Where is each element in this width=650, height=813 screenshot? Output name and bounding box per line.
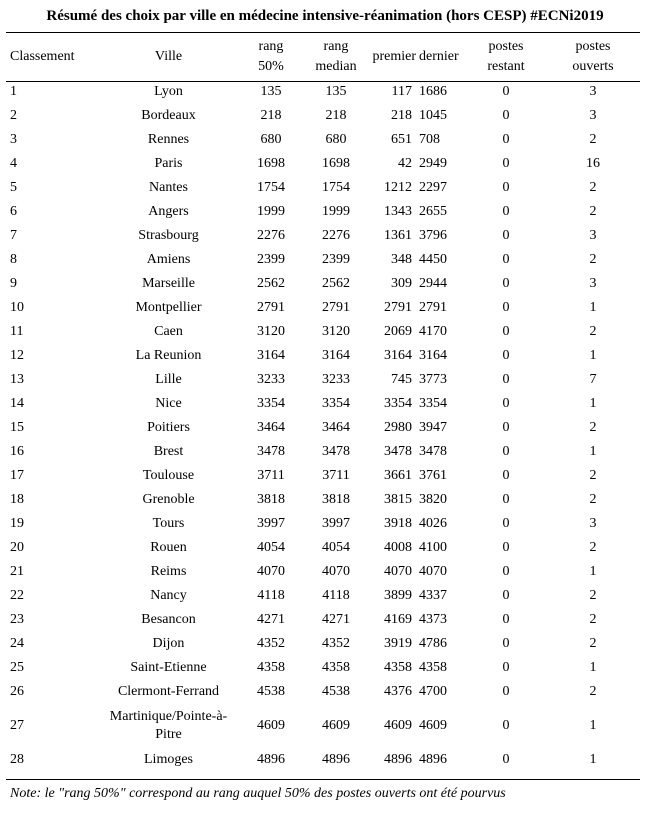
footnote: Note: le "rang 50%" correspond au rang auquel 50% des postes ouverts ont été pourvus: [10, 786, 506, 801]
cell-classement: 18: [10, 492, 24, 507]
cell-rang-median: 3120: [322, 324, 350, 339]
cell-ville: Rouen: [150, 540, 187, 555]
cell-rang-50: 135: [260, 84, 282, 99]
table-row: [6, 560, 640, 584]
cell-postes-ouverts: 3: [589, 84, 597, 99]
cell-premier: 4169: [384, 612, 412, 627]
cell-rang-median: 2399: [322, 252, 350, 267]
cell-rang-50: 3818: [257, 492, 285, 507]
cell-rang-50: 3711: [257, 468, 285, 483]
cell-dernier: 2949: [419, 156, 447, 171]
cell-premier: 348: [391, 252, 412, 267]
cell-rang-50: 3164: [257, 348, 285, 363]
cell-premier: 3918: [384, 516, 412, 531]
cell-classement: 13: [10, 372, 24, 387]
cell-ville: Reims: [150, 564, 187, 579]
cell-classement: 14: [10, 396, 24, 411]
cell-ville: Poitiers: [147, 420, 190, 435]
table-row: [6, 80, 640, 104]
cell-dernier: 3820: [419, 492, 447, 507]
table-row: [6, 536, 640, 560]
cell-postes-restant: 0: [502, 660, 510, 675]
table-row: [6, 104, 640, 128]
cell-rang-median: 4352: [322, 636, 350, 651]
cell-dernier: 3354: [419, 396, 447, 411]
table-row: [6, 176, 640, 200]
cell-ville: Strasbourg: [138, 228, 199, 243]
table-row: [6, 704, 640, 748]
table-row: [6, 512, 640, 536]
cell-dernier: 3164: [419, 348, 447, 363]
cell-rang-50: 2399: [257, 252, 285, 267]
cell-rang-median: 4609: [322, 718, 350, 733]
cell-dernier: 4337: [419, 588, 447, 603]
cell-postes-ouverts: 1: [589, 396, 597, 411]
table-body: [6, 80, 640, 772]
cell-classement: 6: [10, 204, 17, 219]
cell-classement: 25: [10, 660, 24, 675]
cell-postes-ouverts: 2: [589, 468, 597, 483]
cell-rang-median: 4271: [322, 612, 350, 627]
cell-dernier: 1686: [419, 84, 447, 99]
cell-dernier: 4358: [419, 660, 447, 675]
cell-dernier: 4786: [419, 636, 447, 651]
cell-rang-50: 4271: [257, 612, 285, 627]
cell-postes-ouverts: 3: [589, 516, 597, 531]
cell-postes-ouverts: 2: [589, 420, 597, 435]
cell-postes-ouverts: 16: [586, 156, 600, 171]
cell-rang-50: 3478: [257, 444, 285, 459]
cell-dernier: 3796: [419, 228, 447, 243]
cell-postes-restant: 0: [502, 132, 510, 147]
cell-postes-restant: 0: [502, 588, 510, 603]
cell-ville: Clermont-Ferrand: [117, 684, 220, 699]
cell-dernier: 4700: [419, 684, 447, 699]
table-bottom-rule: [6, 779, 640, 780]
cell-rang-median: 1698: [322, 156, 350, 171]
cell-postes-ouverts: 2: [589, 636, 597, 651]
cell-classement: 9: [10, 276, 17, 291]
table-row: [6, 368, 640, 392]
cell-classement: 22: [10, 588, 24, 603]
table-row: [6, 320, 640, 344]
cell-classement: 10: [10, 300, 24, 315]
cell-postes-restant: 0: [502, 156, 510, 171]
cell-postes-ouverts: 7: [589, 372, 597, 387]
cell-dernier: 3773: [419, 372, 447, 387]
table-row: [6, 632, 640, 656]
cell-ville: Besancon: [141, 612, 196, 627]
cell-rang-50: 3997: [257, 516, 285, 531]
cell-postes-restant: 0: [502, 300, 510, 315]
page-title: Résumé des choix par ville en médecine intensive-réanimation (hors CESP) #ECNi2019: [46, 8, 604, 24]
cell-rang-median: 3233: [322, 372, 350, 387]
cell-postes-ouverts: 2: [589, 204, 597, 219]
cell-rang-50: 1698: [257, 156, 285, 171]
cell-rang-50: 2791: [257, 300, 285, 315]
cell-postes-restant: 0: [502, 324, 510, 339]
cell-postes-restant: 0: [502, 752, 510, 767]
cell-postes-ouverts: 2: [589, 492, 597, 507]
cell-rang-50: 4054: [257, 540, 285, 555]
cell-rang-50: 4538: [257, 684, 285, 699]
cell-premier: 117: [391, 84, 412, 99]
cell-postes-restant: 0: [502, 444, 510, 459]
cell-postes-ouverts: 1: [589, 444, 597, 459]
cell-rang-median: 3997: [322, 516, 350, 531]
cell-postes-restant: 0: [502, 516, 510, 531]
cell-postes-ouverts: 2: [589, 540, 597, 555]
cell-rang-50: 4352: [257, 636, 285, 651]
cell-rang-median: 4054: [322, 540, 350, 555]
cell-postes-restant: 0: [502, 540, 510, 555]
table-header-row: [6, 34, 640, 80]
cell-premier: 651: [391, 132, 412, 147]
cell-ville: Lille: [155, 372, 182, 387]
cell-postes-restant: 0: [502, 718, 510, 733]
cell-postes-restant: 0: [502, 636, 510, 651]
cell-postes-restant: 0: [502, 492, 510, 507]
header-rang-median: rang median: [315, 39, 357, 74]
cell-classement: 19: [10, 516, 24, 531]
cell-classement: 17: [10, 468, 24, 483]
cell-ville: Paris: [154, 156, 183, 171]
header-postes-ouverts: postes ouverts: [572, 39, 614, 74]
cell-postes-restant: 0: [502, 372, 510, 387]
cell-ville: Dijon: [152, 636, 185, 651]
cell-ville: La Reunion: [135, 348, 202, 363]
cell-postes-restant: 0: [502, 564, 510, 579]
cell-premier: 1361: [384, 228, 412, 243]
cell-classement: 3: [10, 132, 17, 147]
table-row: [6, 680, 640, 704]
cell-premier: 4609: [384, 718, 412, 733]
cell-rang-median: 4538: [322, 684, 350, 699]
cell-premier: 3899: [384, 588, 412, 603]
table-row: [6, 608, 640, 632]
cell-dernier: 1045: [419, 108, 447, 123]
cell-postes-restant: 0: [502, 252, 510, 267]
cell-postes-restant: 0: [502, 396, 510, 411]
cell-rang-median: 3478: [322, 444, 350, 459]
cell-premier: 3919: [384, 636, 412, 651]
cell-rang-median: 3354: [322, 396, 350, 411]
cell-postes-ouverts: 1: [589, 564, 597, 579]
cell-postes-ouverts: 1: [589, 718, 597, 733]
cell-rang-50: 4358: [257, 660, 285, 675]
cell-ville: Caen: [154, 324, 183, 339]
header-premier: premier: [372, 49, 416, 64]
ranking-table: [6, 34, 640, 772]
cell-postes-ouverts: 1: [589, 300, 597, 315]
cell-ville: Nantes: [149, 180, 188, 195]
header-ville: Ville: [154, 49, 183, 64]
cell-rang-50: 2276: [257, 228, 285, 243]
cell-postes-restant: 0: [502, 180, 510, 195]
cell-rang-50: 680: [260, 132, 282, 147]
table-row: [6, 488, 640, 512]
cell-postes-restant: 0: [502, 108, 510, 123]
table-row: [6, 656, 640, 680]
cell-postes-ouverts: 2: [589, 180, 597, 195]
cell-classement: 4: [10, 156, 17, 171]
cell-dernier: 2944: [419, 276, 447, 291]
cell-rang-50: 1999: [257, 204, 285, 219]
table-row: [6, 344, 640, 368]
table-row: [6, 584, 640, 608]
cell-premier: 309: [391, 276, 412, 291]
table-row: [6, 272, 640, 296]
cell-rang-50: 3120: [257, 324, 285, 339]
cell-postes-restant: 0: [502, 468, 510, 483]
table-row: [6, 392, 640, 416]
cell-postes-restant: 0: [502, 276, 510, 291]
header-rang-50: rang 50%: [258, 39, 284, 74]
cell-postes-restant: 0: [502, 348, 510, 363]
cell-rang-50: 218: [260, 108, 282, 123]
table-row: [6, 224, 640, 248]
cell-classement: 16: [10, 444, 24, 459]
table-row: [6, 128, 640, 152]
cell-premier: 2069: [384, 324, 412, 339]
cell-rang-50: 3233: [257, 372, 285, 387]
cell-premier: 4896: [384, 752, 412, 767]
cell-classement: 11: [10, 324, 24, 339]
cell-premier: 1212: [384, 180, 412, 195]
cell-postes-ouverts: 2: [589, 684, 597, 699]
cell-classement: 12: [10, 348, 24, 363]
cell-dernier: 4026: [419, 516, 447, 531]
cell-ville: Toulouse: [142, 468, 195, 483]
cell-dernier: 2297: [419, 180, 447, 195]
table-row: [6, 152, 640, 176]
table-row: [6, 248, 640, 272]
cell-dernier: 4070: [419, 564, 447, 579]
cell-premier: 4376: [384, 684, 412, 699]
cell-ville: Limoges: [144, 752, 193, 767]
cell-ville: Amiens: [146, 252, 191, 267]
cell-rang-median: 2562: [322, 276, 350, 291]
cell-premier: 4358: [384, 660, 412, 675]
cell-classement: 20: [10, 540, 24, 555]
cell-classement: 21: [10, 564, 24, 579]
cell-postes-ouverts: 1: [589, 348, 597, 363]
cell-premier: 3164: [384, 348, 412, 363]
table-row: [6, 440, 640, 464]
cell-ville: Grenoble: [142, 492, 195, 507]
cell-rang-median: 2791: [322, 300, 350, 315]
cell-postes-restant: 0: [502, 684, 510, 699]
cell-ville: Rennes: [147, 132, 190, 147]
cell-rang-median: 2276: [322, 228, 350, 243]
cell-premier: 218: [391, 108, 412, 123]
cell-premier: 4070: [384, 564, 412, 579]
cell-classement: 15: [10, 420, 24, 435]
table-row: [6, 296, 640, 320]
cell-postes-ouverts: 1: [589, 752, 597, 767]
cell-rang-median: 680: [325, 132, 347, 147]
cell-premier: 4008: [384, 540, 412, 555]
cell-dernier: 4373: [419, 612, 447, 627]
cell-postes-ouverts: 2: [589, 588, 597, 603]
cell-rang-50: 4070: [257, 564, 285, 579]
cell-rang-50: 1754: [257, 180, 285, 195]
cell-postes-ouverts: 2: [589, 612, 597, 627]
cell-ville: Tours: [152, 516, 185, 531]
cell-classement: 27: [10, 718, 24, 733]
cell-ville: Martinique/Pointe-à- Pitre: [109, 709, 228, 742]
cell-classement: 8: [10, 252, 17, 267]
cell-classement: 26: [10, 684, 24, 699]
cell-premier: 1343: [384, 204, 412, 219]
cell-postes-restant: 0: [502, 420, 510, 435]
cell-dernier: 4100: [419, 540, 447, 555]
cell-rang-median: 4896: [322, 752, 350, 767]
cell-postes-ouverts: 2: [589, 324, 597, 339]
cell-dernier: 2791: [419, 300, 447, 315]
table-row: [6, 748, 640, 772]
cell-rang-median: 3818: [322, 492, 350, 507]
header-classement: Classement: [10, 49, 75, 64]
cell-classement: 24: [10, 636, 24, 651]
cell-rang-median: 3711: [322, 468, 350, 483]
cell-rang-median: 135: [325, 84, 347, 99]
cell-dernier: 4896: [419, 752, 447, 767]
cell-premier: 3815: [384, 492, 412, 507]
cell-classement: 7: [10, 228, 17, 243]
cell-dernier: 3478: [419, 444, 447, 459]
cell-rang-50: 4118: [257, 588, 285, 603]
cell-ville: Bordeaux: [141, 108, 196, 123]
cell-dernier: 708: [419, 132, 440, 147]
cell-classement: 23: [10, 612, 24, 627]
cell-dernier: 4450: [419, 252, 447, 267]
cell-ville: Montpellier: [135, 300, 202, 315]
cell-rang-median: 1999: [322, 204, 350, 219]
cell-premier: 3478: [384, 444, 412, 459]
table-top-rule: [6, 32, 640, 33]
cell-rang-median: 1754: [322, 180, 350, 195]
cell-ville: Nancy: [150, 588, 187, 603]
cell-dernier: 3947: [419, 420, 447, 435]
cell-premier: 3354: [384, 396, 412, 411]
cell-premier: 2791: [384, 300, 412, 315]
cell-postes-ouverts: 2: [589, 252, 597, 267]
cell-rang-median: 4070: [322, 564, 350, 579]
cell-postes-restant: 0: [502, 204, 510, 219]
cell-dernier: 3761: [419, 468, 447, 483]
table-row: [6, 464, 640, 488]
cell-ville: Lyon: [154, 84, 183, 99]
cell-ville: Brest: [153, 444, 184, 459]
header-dernier: dernier: [419, 49, 459, 64]
cell-rang-median: 218: [325, 108, 347, 123]
cell-rang-50: 4896: [257, 752, 285, 767]
cell-postes-ouverts: 3: [589, 276, 597, 291]
cell-premier: 3661: [384, 468, 412, 483]
cell-postes-ouverts: 3: [589, 228, 597, 243]
table-row: [6, 416, 640, 440]
cell-dernier: 2655: [419, 204, 447, 219]
cell-rang-50: 3464: [257, 420, 285, 435]
cell-dernier: 4170: [419, 324, 447, 339]
cell-rang-median: 3164: [322, 348, 350, 363]
table-row: [6, 200, 640, 224]
header-postes-restant: postes restant: [487, 39, 525, 74]
cell-premier: 42: [398, 156, 412, 171]
cell-classement: 28: [10, 752, 24, 767]
cell-premier: 745: [391, 372, 412, 387]
cell-postes-ouverts: 1: [589, 660, 597, 675]
cell-postes-ouverts: 3: [589, 108, 597, 123]
cell-ville: Saint-Etienne: [130, 660, 207, 675]
cell-rang-50: 2562: [257, 276, 285, 291]
cell-ville: Angers: [148, 204, 189, 219]
cell-rang-median: 3464: [322, 420, 350, 435]
cell-postes-restant: 0: [502, 612, 510, 627]
cell-classement: 1: [10, 84, 17, 99]
cell-rang-median: 4358: [322, 660, 350, 675]
cell-dernier: 4609: [419, 718, 447, 733]
cell-postes-ouverts: 2: [589, 132, 597, 147]
cell-premier: 2980: [384, 420, 412, 435]
cell-ville: Nice: [155, 396, 182, 411]
cell-rang-50: 4609: [257, 718, 285, 733]
cell-rang-median: 4118: [322, 588, 350, 603]
cell-ville: Marseille: [142, 276, 195, 291]
cell-classement: 5: [10, 180, 17, 195]
cell-classement: 2: [10, 108, 17, 123]
cell-postes-restant: 0: [502, 84, 510, 99]
cell-postes-restant: 0: [502, 228, 510, 243]
cell-rang-50: 3354: [257, 396, 285, 411]
